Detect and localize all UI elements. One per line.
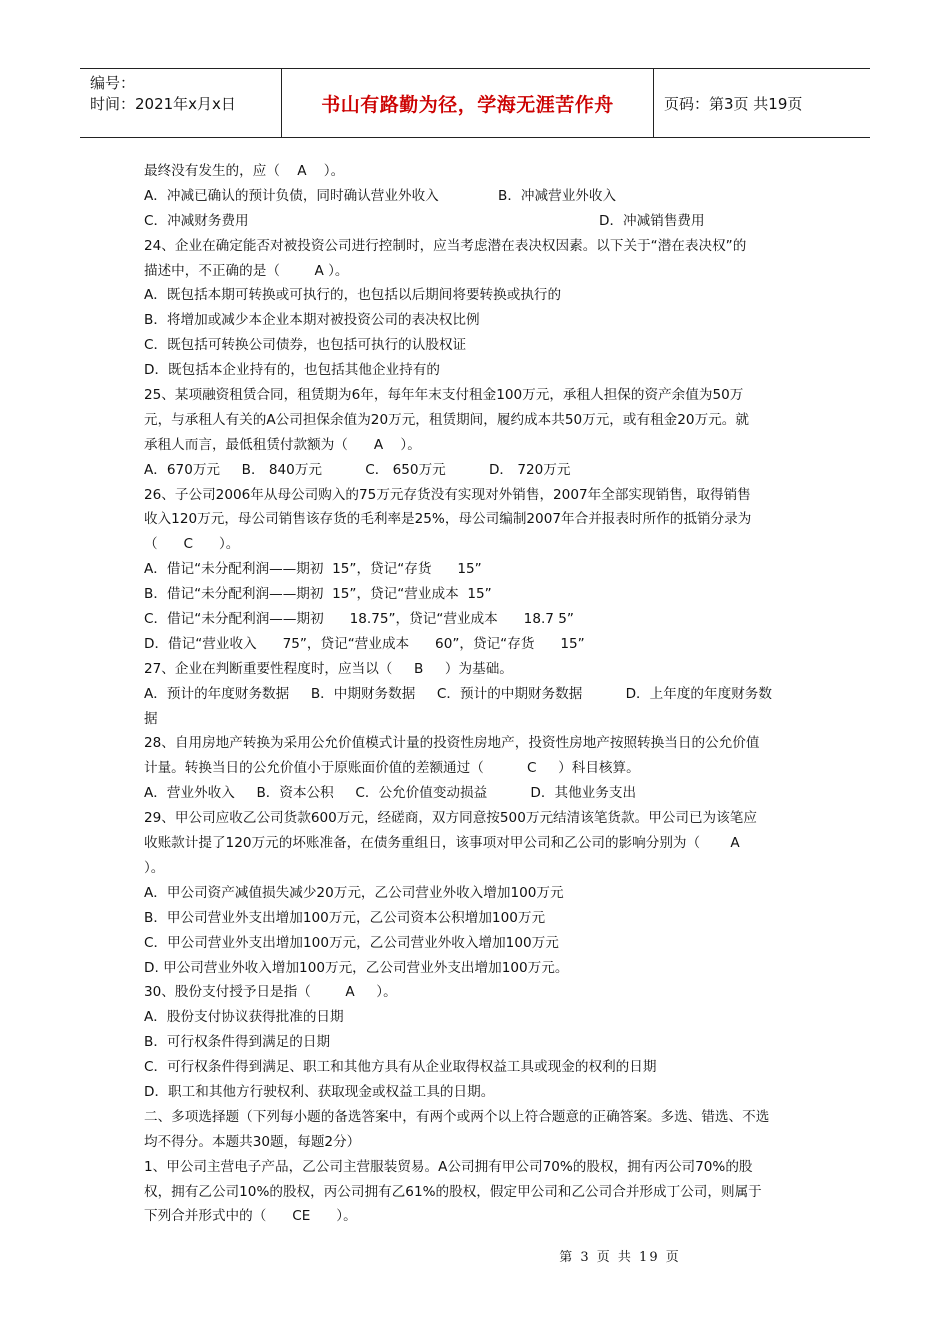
text-line: 下列合并形式中的（ CE ）。 [144,1208,357,1225]
text-line: 元，与承租人有关的A公司担保余值为20万元，租赁期间，履约成本共50万元，或有租金20万元。就 [144,411,749,428]
page-header [80,68,870,138]
text-line: B．甲公司营业外支出增加100万元，乙公司资本公积增加100万元 [144,909,546,926]
text-line: 二、多项选择题（下列每小题的备选答案中，有两个或两个以上符合题意的正确答案。多选、错选、不选 [144,1108,770,1125]
header-motto: 书山有路勤为径，学海无涯苦作舟 [282,69,654,137]
text-line: D．既包括本企业持有的，也包括其他企业持有的 [144,362,440,379]
text-line: D. 甲公司营业外收入增加100万元，乙公司营业外支出增加100万元。 [144,959,569,976]
text-line: 28、自用房地产转换为采用公允价值模式计量的投资性房地产，投资性房地产按照转换当日的公允价值 [144,735,760,752]
text-line: 收入120万元，母公司销售该存货的毛利率是25%，母公司编制2007年合并报表时所作的抵销分录为 [144,511,752,528]
text-line: 权，拥有乙公司10%的股权，丙公司拥有乙61%的股权，假定甲公司和乙公司合并形成丁公司，则属于 [144,1183,762,1200]
option-b: B．冲减营业外收入 [498,187,617,204]
text-line: D．职工和其他方行驶权利、获取现金或权益工具的日期。 [144,1083,495,1100]
text-line: 据 [144,710,158,727]
text-line: 承租人而言，最低租赁付款额为（ A ）。 [144,436,421,453]
time-label: 时间：2021年x月x日 [90,95,236,113]
text-line: A．营业外收入 B．资本公积 C．公允价值变动损益 D．其他业务支出 [144,785,637,802]
number-label: 编号： [90,74,136,92]
text-line: ）。 [144,859,165,876]
header-meta [80,69,282,137]
text-line: D．借记“营业收入 75”，贷记“营业成本 60”，贷记“存货 15” [144,635,585,652]
text-line: 1、甲公司主营电子产品，乙公司主营服装贸易。A公司拥有甲公司70%的股权，拥有丙公司70%的股 [144,1158,753,1175]
option-a: A．冲减已确认的预计负债，同时确认营业外收入 [144,187,439,204]
text-line: C．可行权条件得到满足、职工和其他方具有从企业取得权益工具或现金的权利的日期 [144,1059,657,1076]
text-line: C．借记“未分配利润——期初 18.75”，贷记“营业成本 18.7 5” [144,611,574,628]
option-row [144,209,812,234]
text-line: A．借记“未分配利润——期初 15”，贷记“存货 15” [144,561,482,578]
text-line: A．预计的年度财务数据 B．中期财务数据 C．预计的中期财务数据 D．上年度的年度财务数 [144,685,772,702]
text-line: 26、子公司2006年从母公司购入的75万元存货没有实现对外销售，2007年全部实现销售，取得销售 [144,486,751,503]
text-line: A．甲公司资产减值损失减少20万元，乙公司营业外收入增加100万元 [144,884,564,901]
text-line: C．既包括可转换公司债券，也包括可执行的认股权证 [144,337,467,354]
text-line: 29、甲公司应收乙公司货款600万元，经磋商，双方同意按500万元结清该笔货款。甲公司已为该笔应 [144,810,757,827]
option-row [144,184,812,209]
text-line: B．借记“未分配利润——期初 15”，贷记“营业成本 15” [144,586,492,603]
header-page-info: 页码：第3页 共19页 [664,94,803,113]
text-line: 25、某项融资租赁合同，租赁期为6年，每年年末支付租金100万元，承租人担保的资产余值为50万 [144,387,744,404]
text-line: C．甲公司营业外支出增加100万元，乙公司营业外收入增加100万元 [144,934,559,951]
text-line: 均不得分。本题共30题，每题2分） [144,1133,361,1150]
option-c: C．冲减财务费用 [144,212,249,229]
text-line: 30、股份支付授予日是指（ A ）。 [144,984,397,1001]
text-line: 24、企业在确定能否对被投资公司进行控制时，应当考虑潜在表决权因素。以下关于“潜在表决权”的 [144,237,747,254]
text-line: A．股份支付协议获得批准的日期 [144,1009,344,1026]
text-line: A．670万元 B． 840万元 C． 650万元 D． 720万元 [144,461,571,478]
text-line: 最终没有发生的，应（ A ）。 [144,163,345,179]
text-line: 收账款计提了120万元的坏账准备，在债务重组日，该事项对甲公司和乙公司的影响分别为（ A [144,835,740,852]
page-footer: 第 3 页 共 19 页 [559,1250,681,1265]
text-line: （ C ）。 [144,536,240,553]
document-body [144,159,812,1229]
text-line: 描述中，不正确的是（ A ）。 [144,262,349,279]
text-line: 27、企业在判断重要性程度时，应当以（ B ）为基础。 [144,660,513,677]
option-d: D．冲减销售费用 [599,212,705,229]
text-line: 计量。转换当日的公允价值小于原账面价值的差额通过（ C ）科目核算。 [144,760,640,777]
text-line: B．可行权条件得到满足的日期 [144,1034,331,1051]
text-line: A．既包括本期可转换或可执行的，也包括以后期间将要转换或执行的 [144,287,562,304]
text-line: B．将增加或减少本企业本期对被投资公司的表决权比例 [144,312,480,329]
